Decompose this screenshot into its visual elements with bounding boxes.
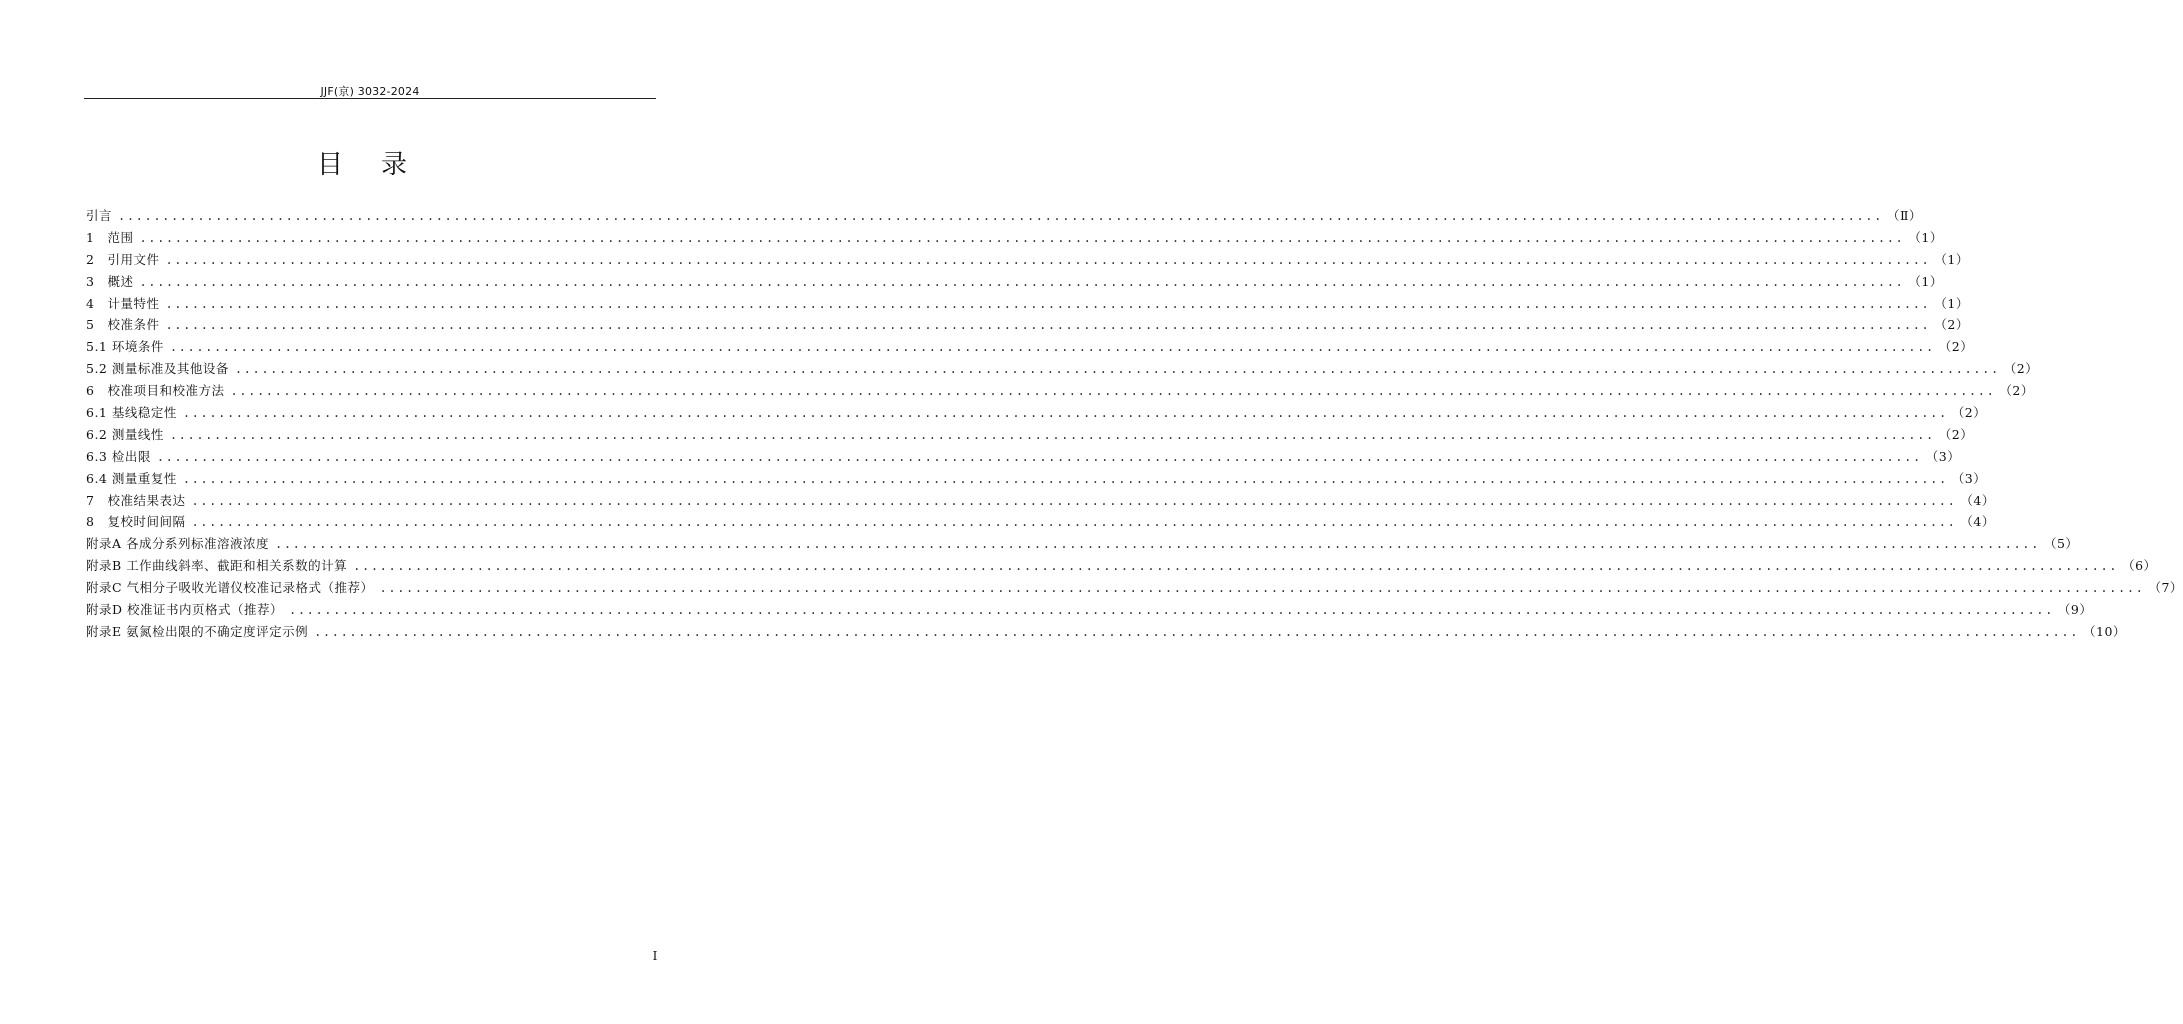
- toc-entry-page: （2）: [2003, 361, 2039, 377]
- dot-leader: ........................................................................................................................................................................................................: [165, 252, 1931, 267]
- toc-entry[interactable]: [86, 358, 2039, 380]
- toc-entry-page: （4）: [1960, 514, 1995, 530]
- page-title: 目录: [316, 150, 445, 180]
- dot-leader: ........................................................................................................................................................................................................: [118, 209, 1883, 223]
- dot-leader: ........................................................................................................................................................................................................: [165, 296, 1931, 311]
- toc-entry[interactable]: [86, 314, 1969, 336]
- dot-leader: ........................................................................................................................................................................................................: [353, 559, 2119, 574]
- toc-entry-label: 5.2 测量标准及其他设备: [86, 361, 229, 377]
- page-number: I: [652, 949, 658, 963]
- toc-entry-page: （6）: [2122, 558, 2157, 574]
- toc-entry-label: 7 校准结果表达: [86, 492, 186, 508]
- toc-entry-page: （5）: [2043, 536, 2079, 552]
- toc-entry-page: （3）: [1925, 448, 1961, 464]
- toc-entry-page: （9）: [2057, 602, 2093, 618]
- toc-entry-label: 4 计量特性: [86, 295, 160, 311]
- toc-entry[interactable]: [86, 293, 1969, 315]
- toc-entry[interactable]: [86, 336, 1974, 358]
- toc-entry[interactable]: [86, 380, 2034, 402]
- table-of-contents: [86, 205, 2183, 643]
- toc-entry-page: （2）: [1951, 405, 1987, 421]
- toc-entry-page: （1）: [1934, 251, 1969, 267]
- dot-leader: ........................................................................................................................................................................................................: [379, 581, 2145, 596]
- toc-entry-label: 附录C 气相分子吸收光谱仪校准记录格式（推荐）: [86, 580, 374, 596]
- toc-entry-page: （2）: [1934, 317, 1969, 333]
- dot-leader: ........................................................................................................................................................................................................: [191, 493, 1957, 508]
- toc-entry[interactable]: [86, 533, 2079, 555]
- toc-entry-page: （1）: [1908, 273, 1943, 289]
- toc-entry-label: 6 校准项目和校准方法: [86, 383, 225, 399]
- dot-leader: ........................................................................................................................................................................................................: [182, 406, 1948, 421]
- toc-entry[interactable]: [86, 511, 1995, 533]
- toc-entry[interactable]: [86, 446, 1961, 468]
- toc-entry-label: 附录D 校准证书内页格式（推荐）: [86, 602, 283, 618]
- dot-leader: ........................................................................................................................................................................................................: [139, 230, 1905, 245]
- toc-entry-page: （7）: [2148, 580, 2183, 596]
- toc-entry-page: （4）: [1960, 492, 1995, 508]
- toc-entry-label: 6.3 检出限: [86, 448, 151, 464]
- running-header: [84, 80, 656, 99]
- toc-entry-page: （Ⅱ）: [1886, 208, 1922, 223]
- toc-entry-page: （1）: [1934, 295, 1969, 311]
- toc-entry[interactable]: [86, 205, 1922, 227]
- toc-entry[interactable]: [86, 402, 1987, 424]
- dot-leader: ........................................................................................................................................................................................................: [139, 274, 1905, 289]
- toc-entry-label: 8 复校时间间隔: [86, 514, 186, 530]
- toc-entry-label: 引言: [86, 208, 113, 223]
- toc-entry-page: （3）: [1951, 470, 1987, 486]
- dot-leader: ........................................................................................................................................................................................................: [234, 362, 2000, 377]
- toc-entry[interactable]: [86, 271, 1943, 293]
- toc-entry-label: 1 范围: [86, 229, 134, 245]
- dot-leader: ........................................................................................................................................................................................................: [314, 624, 2080, 639]
- toc-entry[interactable]: [86, 227, 1943, 249]
- standard-code: JJF(京) 3032-2024: [320, 85, 420, 98]
- toc-entry-page: （2）: [1938, 426, 1974, 442]
- toc-entry[interactable]: [86, 555, 2157, 577]
- toc-entry[interactable]: [86, 424, 1974, 446]
- dot-leader: ........................................................................................................................................................................................................: [169, 340, 1935, 355]
- toc-entry-label: 6.4 测量重复性: [86, 470, 177, 486]
- dot-leader: ........................................................................................................................................................................................................: [156, 449, 1922, 464]
- dot-leader: ........................................................................................................................................................................................................: [230, 384, 1996, 399]
- dot-leader: ........................................................................................................................................................................................................: [289, 603, 2054, 618]
- toc-entry-label: 2 引用文件: [86, 251, 160, 267]
- toc-entry-label: 3 概述: [86, 273, 134, 289]
- toc-entry-label: 附录B 工作曲线斜率、截距和相关系数的计算: [86, 558, 348, 574]
- dot-leader: ........................................................................................................................................................................................................: [165, 318, 1931, 333]
- toc-entry[interactable]: [86, 577, 2183, 599]
- toc-entry[interactable]: [86, 599, 2093, 621]
- toc-entry-label: 附录A 各成分系列标准溶液浓度: [86, 536, 270, 552]
- dot-leader: ........................................................................................................................................................................................................: [275, 537, 2040, 552]
- toc-entry[interactable]: [86, 621, 2126, 643]
- toc-entry-page: （1）: [1908, 229, 1943, 245]
- toc-entry-page: （2）: [1999, 383, 2034, 399]
- dot-leader: ........................................................................................................................................................................................................: [191, 515, 1957, 530]
- dot-leader: ........................................................................................................................................................................................................: [169, 427, 1935, 442]
- toc-entry-page: （2）: [1938, 339, 1974, 355]
- toc-entry-label: 5.1 环境条件: [86, 339, 164, 355]
- toc-entry-label: 6.1 基线稳定性: [86, 405, 177, 421]
- toc-entry-page: （10）: [2083, 623, 2126, 639]
- toc-entry[interactable]: [86, 468, 1987, 490]
- toc-entry[interactable]: [86, 249, 1969, 271]
- toc-entry-label: 5 校准条件: [86, 317, 160, 333]
- toc-entry-label: 附录E 氨氮检出限的不确定度评定示例: [86, 623, 309, 639]
- toc-entry[interactable]: [86, 490, 1995, 512]
- dot-leader: ........................................................................................................................................................................................................: [182, 471, 1948, 486]
- toc-entry-label: 6.2 测量线性: [86, 426, 164, 442]
